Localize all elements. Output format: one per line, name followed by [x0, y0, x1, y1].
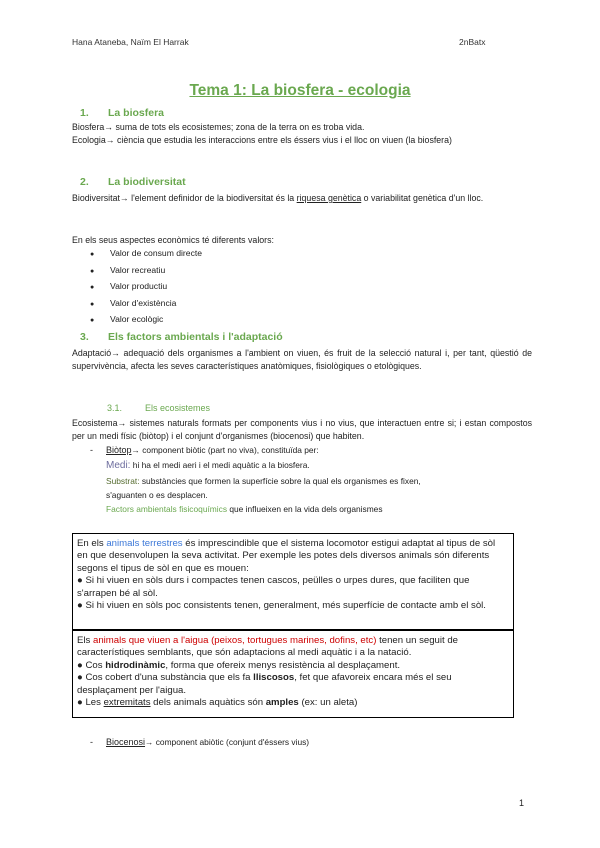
terrestrial-animals-box: En els animals terrestres és imprescindible que el sistema locomotor estigui adaptat al tipus de sòl en que desenvolupen la seva activitat. Per exemple les potes dels diversos animals són diferents segons el tipus de sòl en que es mouen: ● Si hi viuen en sòls durs i compactes tenen cascos, peülles o urpes dures, que faciliten que s'arrapen bé al sòl. ● Si hi viuen en sòls poc consistents tenen, generalment, més superfície de contacte amb el sòl.	[72, 533, 514, 630]
medi-item: Medi: hi ha el medi aeri i el medi aquàtic a la biosfera.	[106, 460, 310, 471]
list-item: ● Valor recreatiu	[90, 263, 202, 280]
biocenosi-item: - Biocenosi→ component abiòtic (conjunt d'éssers vius)	[90, 737, 310, 747]
adaptacio-definition: Adaptació→ adequació dels organismes a l'ambient on viuen, és fruit de la selecció natural i, per tant, qüestió de supervivència, afecta les seves característiques anatòmiques, fisiològiques o etològiques.	[72, 348, 532, 372]
page-title: Tema 1: La biosfera - ecologia	[189, 82, 411, 99]
biotop-item: - Biòtop→ component biòtic (part no viva), constituïda per:	[90, 445, 319, 455]
ecologia-definition: Ecologia→ ciència que estudia les interaccions entre els éssers vius i el lloc on viuen (la biosfera)	[72, 135, 452, 145]
list-item: ● Valor ecològic	[90, 312, 202, 329]
values-intro: En els seus aspectes econòmics té diferents valors:	[72, 235, 274, 245]
aquatic-animals-box: Els animals que viuen a l'aigua (peixos, tortugues marines, dofins, etc) tenen un seguit de característiques semblants, que són adaptacions al medi aquàtic i a la natació. ● Cos hidrodinàmic, forma que ofereix menys resistència al desplaçament. ● Cos cobert d'una substància que els fa lliscosos, fet que afavoreix encara més el seu desplaçament per l'aigua. ● Les extremitats dels animals aquàtics són amples (ex: un aleta)	[72, 630, 514, 718]
section-2-heading: 2. La biodiversitat	[80, 176, 186, 188]
page-number: 1	[519, 798, 525, 808]
biodiversitat-definition: Biodiversitat→ l'element definidor de la biodiversitat és la riquesa genètica o variabilitat genètica d'un lloc.	[72, 193, 484, 203]
subsection-3-1-heading: 3.1. Els ecosistemes	[107, 403, 211, 413]
section-1-heading: 1. La biosfera	[80, 107, 165, 119]
list-item: ● Valor de consum directe	[90, 246, 202, 263]
substrat-item: Substrat: substàncies que formen la superfície sobre la qual els organismes es fixen, s'aguanten o es desplacen.	[106, 476, 421, 500]
section-3-heading: 3. Els factors ambientals i l'adaptació	[80, 331, 283, 343]
list-item: ● Valor productiu	[90, 279, 202, 296]
biosfera-definition: Biosfera→ suma de tots els ecosistemes; zona de la terra on es troba vida.	[72, 122, 365, 132]
header-authors: Hana Ataneba, Naïm El Harrak	[72, 37, 189, 47]
header-class: 2nBatx	[459, 37, 486, 47]
values-list	[90, 246, 202, 329]
ecosistema-definition: Ecosistema→ sistemes naturals formats per components vius i no vius, que interactuen entre si; i estan compostos per un medi físic (biòtop) i el conjunt d'organismes (biocenosi) que habiten.	[72, 418, 532, 442]
list-item: ● Valor d'existència	[90, 296, 202, 313]
factors-item: Factors ambientals fisicoquímics que influeixen en la vida dels organismes	[106, 504, 383, 514]
